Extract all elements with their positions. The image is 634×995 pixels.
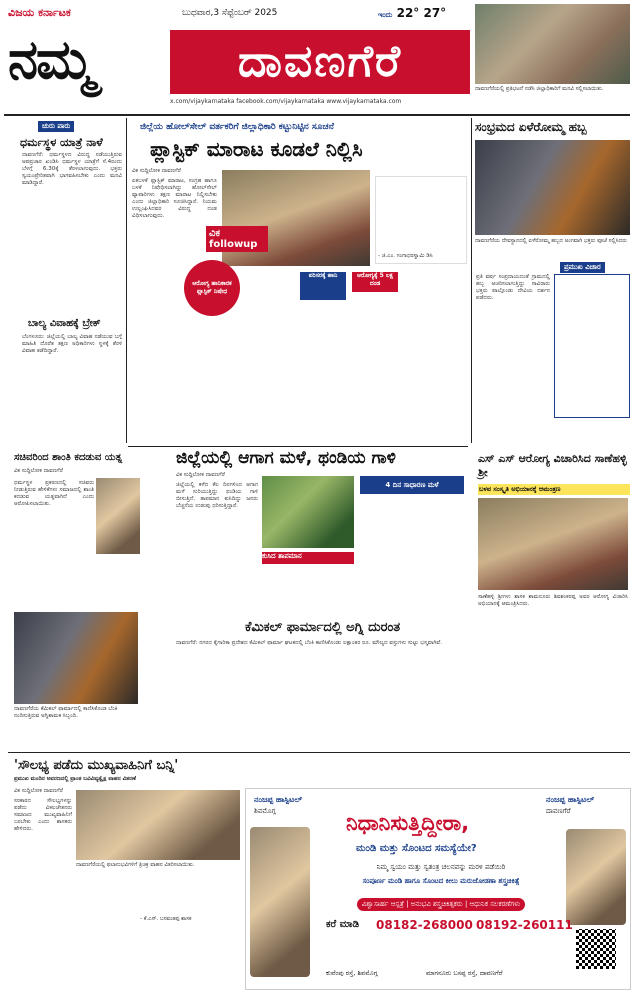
bottom-photo <box>76 790 240 860</box>
rain-photo <box>262 476 354 548</box>
ad-line3: ವಿಶ್ವಾಸಾರ್ಹ ಆಸ್ಪತ್ರೆ | ಅನುಭವಿ ಶಸ್ತ್ರಚಿಕಿತ್ಸಕರು | ಆಧುನಿಕ ಸಲಕರಣೆಗಳು <box>316 891 566 911</box>
bottom-body: ಸರಕಾರದ ಸೌಲಭ್ಯಗಳನ್ನು ಪಡೆದು ವಿಕಲಚೇತನರು ಸಮಾಜದ ಮುಖ್ಯವಾಹಿನಿಗೆ ಬರಬೇಕು ಎಂದು ಶಾಸಕರು ಹೇಳಿದರು. <box>14 798 72 832</box>
right-mid-photo <box>478 498 628 590</box>
rain-sub: ಕುಸಿದ ತಾಪಮಾನ <box>262 552 354 564</box>
hospital-advert <box>245 788 631 990</box>
brand-small: ವಿಜಯ ಕರ್ನಾಟಕ <box>8 6 71 19</box>
story2-head: ಬಾಲ್ಯ ವಿವಾಹಕ್ಕೆ ಬ್ರೇಕ್ <box>28 318 101 329</box>
mid-left-photo <box>96 478 140 554</box>
social-links: x.com/vijaykarnataka facebook.com/vijaykarnataka www.vijaykarnataka.com <box>170 98 402 105</box>
right-mid-body: ಸಾಣೆಹಳ್ಳಿ ಶ್ರೀಗಳು ಶಾಸಕ ಶಾಮನೂರು ಶಿವಶಂಕರಪ್ಪ ಅವರ ಆರೋಗ್ಯ ವಿಚಾರಿಸಿ ಅಭಿಯಾನಕ್ಕೆ ಆಮಂತ್ರಿಸಿದರು. <box>478 594 628 607</box>
fire-photo <box>14 612 138 704</box>
lead-kicker: ಜಿಲ್ಲೆಯ ಹೋಲ್‌ಸೇಲ್ ವರ್ತಕರಿಗೆ ಜಿಲ್ಲಾಧಿಕಾರಿ ಕಟ್ಟುನಿಟ್ಟಿನ ಸೂಚನೆ <box>140 122 334 132</box>
rain-headline: ಜಿಲ್ಲೆಯಲ್ಲಿ ಆಗಾಗ ಮಳೆ, ಥಂಡಿಯ ಗಾಳಿ <box>176 448 396 468</box>
issue-date: ಬುಧವಾರ,3 ಸೆಪ್ಟೆಂಬರ್ 2025 <box>182 8 278 18</box>
lead-stamp: ಆರೋಗ್ಯ ಹಾನಿಕಾರಕ ಪ್ಲಾಸ್ಟಿಕ್ ನಿಷೇಧ <box>184 260 240 316</box>
info-box-1: ಪರಿಸರಕ್ಕೆ ಹಾನಿ <box>300 272 346 300</box>
bottom-headline: 'ಸೌಲಭ್ಯ ಪಡೆದು ಮುಖ್ಯವಾಹಿನಿಗೆ ಬನ್ನಿ' <box>14 758 179 773</box>
title-left: ನಮ್ಮ <box>8 28 93 91</box>
qr-code <box>576 929 616 969</box>
story1-head: ಧರ್ಮಸ್ಥಳ ಯಾತ್ರೆ ನಾಳೆ <box>20 136 103 149</box>
right-photo <box>475 140 630 235</box>
elderly-woman-image <box>566 829 626 925</box>
ad-brand-right: ನಂಜಪ್ಪ ಹಾಸ್ಪಿಟಲ್ <box>546 795 595 804</box>
section-tag: ಚುರು ಪಾರು <box>38 121 74 132</box>
right-mid-headline: ಎಸ್ ಎಸ್ ಆರೋಗ್ಯ ವಿಚಾರಿಸಿದ ಸಾಣೆಹಳ್ಳಿ ಶ್ರೀ <box>478 452 627 479</box>
ad-address-right: ಮಾಗನೂರು ಬಸಪ್ಪ ರಸ್ತೆ, ದಾವಣಗೆರೆ <box>426 969 503 977</box>
right-box-head: ಪ್ರಮುಖ ವಿಚಾರ <box>560 262 605 273</box>
fire-headline: ಕೆಮಿಕಲ್ ಫಾರ್ಮಾದಲ್ಲಿ ಅಗ್ನಿ ದುರಂತ <box>245 620 401 635</box>
info-box-2: ಆರೋಗ್ಯಕ್ಕೆ 5 ಲಕ್ಷ ದಂಡ <box>352 272 398 292</box>
story2-body: ಬೆಂಗಳೂರು: ಜಿಲ್ಲೆಯಲ್ಲಿ ಬಾಲ್ಯ ವಿವಾಹ ನಡೆಯುವ ಬಗ್ಗೆ ಮಾಹಿತಿ ದೊರೆತ ತಕ್ಷಣ ಅಧಿಕಾರಿಗಳು ಸ್ಥಳಕ್ಕೆ ತೆರಳಿ ವಿವಾಹ ತಡೆದಿದ್ದಾರೆ. <box>22 334 122 354</box>
ad-subtitle: ಮಂಡಿ ಮತ್ತು ಸೊಂಟದ ಸಮಸ್ಯೆಯೇ? <box>356 843 477 854</box>
ad-line2: ಸಂಪೂರ್ಣ ಮಂಡಿ ಹಾಗೂ ಸೊಂಟದ ಕೀಲು ಮರುಜೋಡಣಾ ಶಸ್ತ್ರಚಿಕಿತ್ಸೆ <box>362 877 520 885</box>
mid-left-body: ಧರ್ಮಸ್ಥಳ ಪ್ರಕರಣದಲ್ಲಿ ಸಚಿವರು ನೀಡುತ್ತಿರುವ ಹೇಳಿಕೆಗಳು ಸಮಾಜದಲ್ಲಿ ಶಾಂತಿ ಕದಡುವ ಯತ್ನವಾಗಿದೆ ಎಂದು ಆರೋಪಿಸಲಾಯಿತು. <box>14 480 94 507</box>
ad-brand-left: ನಂಜಪ್ಪ ಹಾಸ್ಪಿಟಲ್ <box>254 795 303 804</box>
ad-city-left: ಶಿವಮೊಗ್ಗ <box>254 807 276 815</box>
right-box <box>554 274 630 418</box>
mid-left-headline: ಸಚಿವರಿಂದ ಶಾಂತಿ ಕದಡುವ ಯತ್ನ <box>14 452 123 463</box>
bottom-quote-author: - ಕೆ.ಎಸ್. ಬಸವಂತಪ್ಪ ಶಾಸಕ <box>140 916 192 922</box>
bottom-byline: ವಿಕ ಸುದ್ದಿಲೋಕ ದಾವಣಗೆರೆ <box>14 788 63 794</box>
fire-body: ದಾವಣಗೆರೆ: ನಗರದ ಕೈಗಾರಿಕಾ ಪ್ರದೇಶದ ಕೆಮಿಕಲ್ ಫಾರ್ಮಾ ಘಟಕದಲ್ಲಿ ಬೆಂಕಿ ಕಾಣಿಸಿಕೊಂಡು ಲಕ್ಷಾಂತರ ರೂ. ಮೌಲ್ಯದ ವಸ್ತುಗಳು ಸುಟ್ಟು ಭಸ್ಮವಾಗಿವೆ. <box>176 640 442 646</box>
elderly-man-image <box>250 827 310 977</box>
weather: ಇಂದು 22° 27° <box>378 6 447 20</box>
rain-byline: ವಿಕ ಸುದ್ದಿಲೋಕ ದಾವಣಗೆರೆ <box>176 472 225 478</box>
right-headline: ಸಂಭ್ರಮದ ಏಳೆರೋಮ್ಮ ಹಬ್ಬ <box>475 120 587 134</box>
right-caption: ದಾವಣಗೆರೆಯ ದೇವಸ್ಥಾನದಲ್ಲಿ ಏಳೆರೋಮ್ಮ ಹಬ್ಬದ ಅಂಗವಾಗಿ ಭಕ್ತರು ಪೂಜೆ ಸಲ್ಲಿಸಿದರು <box>475 238 627 244</box>
top-right-caption: ದಾವಣಗೆರೆಯಲ್ಲಿ ಪ್ರತಿಭಟನೆ ನಡೆಸಿ ಜಿಲ್ಲಾಧಿಕಾರಿಗೆ ಮನವಿ ಸಲ್ಲಿಸಲಾಯಿತು. <box>475 86 604 92</box>
ad-phone-1: 08182-268000 <box>376 918 473 932</box>
mid-left-byline: ವಿಕ ಸುದ್ದಿಲೋಕ ದಾವಣಗೆರೆ <box>14 468 63 474</box>
lead-byline: ವಿಕ ಸುದ್ದಿಲೋಕ ದಾವಣಗೆರೆ <box>132 168 181 174</box>
lead-body: ಏಕಬಳಕೆ ಪ್ಲಾಸ್ಟಿಕ್ ಮಾರಾಟ, ಸಂಗ್ರಹ ಹಾಗೂ ಬಳಕೆ ನಿಷೇಧಿಸಲಾಗಿದ್ದು ಹೋಲ್‌ಸೇಲ್ ವ್ಯಾಪಾರಿಗಳು ತಕ್ಷಣ ಮಾರಾಟ ನಿಲ್ಲಿಸಬೇಕು ಎಂದು ಜಿಲ್ಲಾಧಿಕಾರಿ ಸೂಚಿಸಿದ್ದಾರೆ. ನಿಯಮ ಉಲ್ಲಂಘಿಸಿದವರ ವಿರುದ್ಧ ದಂಡ ವಿಧಿಸಲಾಗುವುದು. <box>132 178 217 219</box>
lead-headline: ಪ್ಲಾಸ್ಟಿಕ್ ಮಾರಾಟ ಕೂಡಲೆ ನಿಲ್ಲಿಸಿ <box>150 137 363 161</box>
fire-photo-caption: ದಾವಣಗೆರೆಯ ಕೆಮಿಕಲ್ ಫಾರ್ಮಾದಲ್ಲಿ ಕಾಣಿಸಿಕೊಂಡ ಬೆಂಕಿ ನಂದಿಸುತ್ತಿರುವ ಅಗ್ನಿಶಾಮಕ ಸಿಬ್ಬಂದಿ. <box>14 706 118 719</box>
ad-city-right: ದಾವಣಗೆರೆ <box>546 807 571 815</box>
lead-quote: - ಜಿ.ಎಂ. ಗಂಗಾಧರಸ್ವಾಮಿ ಡಿಸಿ <box>375 176 467 264</box>
ad-title: ನಿಧಾನಿಸುತ್ತಿದ್ದೀರಾ, <box>346 811 470 835</box>
rain-body: ಜಿಲ್ಲೆಯಲ್ಲಿ ಕಳೆದ ಕೆಲ ದಿನಗಳಿಂದ ಆಗಾಗ ಮಳೆ ಸುರಿಯುತ್ತಿದ್ದು ಥಂಡಿಯ ಗಾಳಿ ಬೀಸುತ್ತಿದೆ. ತಾಪಮಾನ ಕುಸಿದಿದ್ದು ಜನರು ಬೆಚ್ಚನೆಯ ಉಡುಪು ಧರಿಸುತ್ತಿದ್ದಾರೆ. <box>176 482 258 509</box>
top-right-photo <box>475 4 630 84</box>
story1-body: ದಾವಣಗೆರೆ: ಧರ್ಮಸ್ಥಳದ ವಿರುದ್ಧ ನಡೆಯುತ್ತಿರುವ ಅಪಪ್ರಚಾರ ಖಂಡಿಸಿ ಧರ್ಮಸ್ಥಳ ಯಾತ್ರೆಗೆ ಸೆ.4ರಂದು ಬೆಳಗ್ಗೆ 6.30ಕ್ಕೆ ತೆರಳಲಾಗುವುದು. ಭಕ್ತರು ಸ್ವಯಂಪ್ರೇರಿತವಾಗಿ ಭಾಗವಹಿಸಬೇಕು ಎಂದು ಮನವಿ ಮಾಡಿದ್ದಾರೆ. <box>22 152 122 186</box>
bottom-kicker: ಪ್ರಮುಖ ಮಂದಿರ ಅವರಣದಲ್ಲಿ ಪ್ರಾಂತ ಬವಿವಿವ್ಯತ್ವೈಕ್ಷ ವಾಹನ ವಿತರಣೆ <box>14 776 136 782</box>
rain-box: 4 ದಿನ ಸಾಧಾರಣ ಮಳೆ <box>360 476 464 494</box>
ad-phone-2: 08192-260111 <box>476 918 573 932</box>
ad-line4: ಕರೆ ಮಾಡಿ <box>326 919 360 930</box>
ad-address-left: ಕುವೆಂಪು ರಸ್ತೆ, ಶಿವಮೊಗ್ಗ <box>326 969 378 977</box>
right-body: ಪ್ರತಿ ವರ್ಷ ಸಂಪ್ರದಾಯದಂತೆ ಗ್ರಾಮದಲ್ಲಿ ಹಬ್ಬ ಆಚರಿಸಲಾಗುತ್ತಿದ್ದು ಸಾವಿರಾರು ಭಕ್ತರು ಪಾಲ್ಗೊಂಡು ದೇವಿಯ ದರ್ಶನ ಪಡೆದರು. <box>476 274 550 301</box>
title-right: ದಾವಣಗೆರೆ <box>170 30 470 94</box>
bottom-photo-caption: ದಾವಣಗೆರೆಯಲ್ಲಿ ಫಲಾನುಭವಿಗಳಿಗೆ ತ್ರಿಚಕ್ರ ವಾಹನ ವಿತರಿಸಲಾಯಿತು. <box>76 862 195 868</box>
followup-badge: ವಿಕ followup <box>206 226 268 252</box>
right-mid-subhead: ಬಳವ ಸಂಸ್ಕೃತಿ ಅಭಿಯಾನಕ್ಕೆ ಆಮಂತ್ರಣ <box>478 484 630 495</box>
ad-line1: ನಿಮ್ಮ ಸ್ವಯಂ ಮತ್ತು ಸ್ವತಂತ್ರ ಚಲನವನ್ನು ಮರಳಿ ಪಡೆಯಿರಿ <box>376 863 506 871</box>
